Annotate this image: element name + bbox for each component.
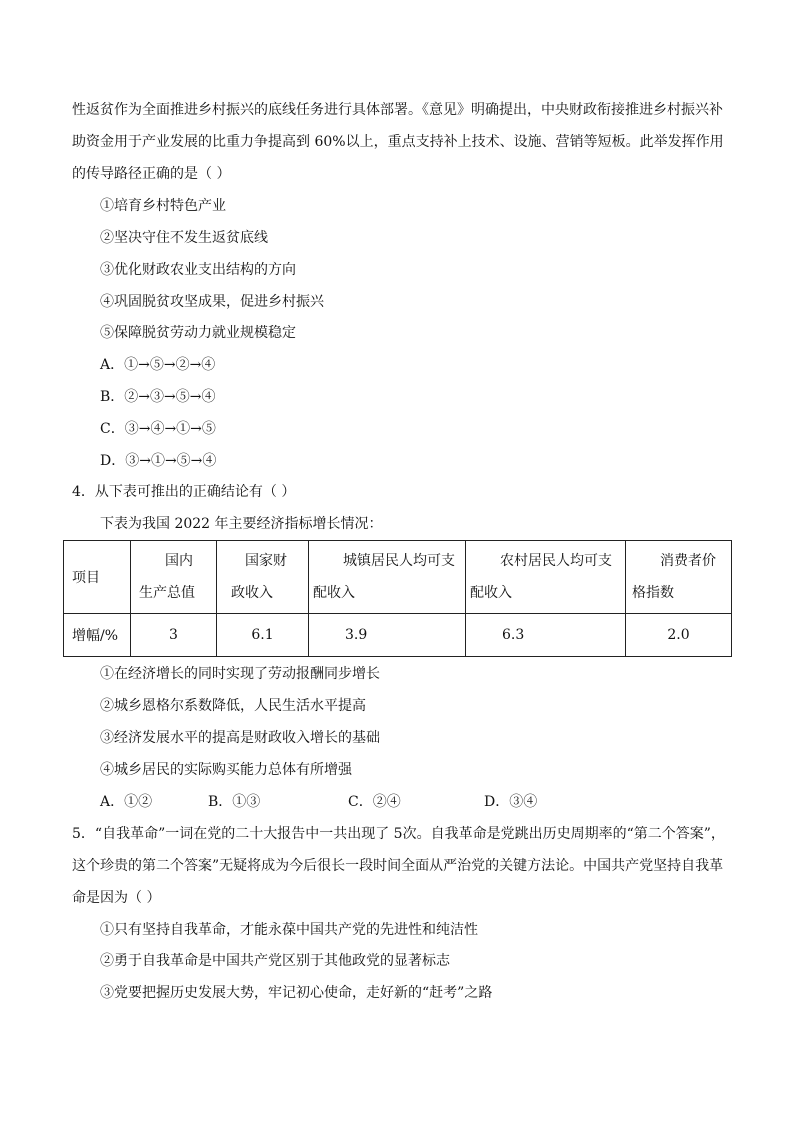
q5-stem-line-3: 命是因为（ ） (72, 890, 161, 906)
q4-option-b: B．①③ (208, 794, 261, 810)
q3-option-a: A．①→⑤→②→④ (100, 357, 216, 373)
value-rural-income: 6.3 (466, 614, 626, 657)
q4-item-2: ②城乡恩格尔系数降低，人民生活水平提高 (100, 698, 366, 714)
q3-option-d: D．③→①→⑤→④ (100, 453, 217, 469)
q3-stem-line-2: 助资金用于产业发展的比重力争提高到 60%以上，重点支持补上技术、设施、营销等短板。此举发挥作用 (72, 134, 724, 150)
q3-option-c: C．③→④→①→⑤ (100, 421, 216, 437)
value-urban-income: 3.9 (309, 614, 466, 657)
q3-item-3: ③优化财政农业支出结构的方向 (100, 262, 296, 278)
q4-options (100, 792, 700, 812)
q4-item-3: ③经济发展水平的提高是财政收入增长的基础 (100, 730, 380, 746)
q3-item-2: ②坚决守住不发生返贫底线 (100, 230, 268, 246)
row-label: 增幅/% (64, 614, 131, 657)
header-cell-rural-income: 农村居民人均可支 配收入 (466, 541, 626, 614)
q3-stem-line-3: 的传导路径正确的是（ ） (72, 166, 231, 182)
q4-table-intro: 下表为我国 2022 年主要经济指标增长情况： (100, 516, 383, 532)
q5-stem-line-1: 5．“自我革命”一词在党的二十大报告中一共出现了 5次。自我革命是党跳出历史周期率的“第二个答案”， (72, 826, 725, 842)
q5-item-1: ①只有坚持自我革命，才能永葆中国共产党的先进性和纯洁性 (100, 922, 478, 938)
value-gdp: 3 (131, 614, 217, 657)
header-cell-cpi: 消费者价 格指数 (626, 541, 732, 614)
value-fiscal-revenue: 6.1 (217, 614, 309, 657)
q5-item-2: ②勇于自我革命是中国共产党区别于其他政党的显著标志 (100, 953, 450, 969)
q4-item-1: ①在经济增长的同时实现了劳动报酬同步增长 (100, 666, 380, 682)
table-row (64, 614, 732, 657)
q4-option-a: A．①② (100, 794, 153, 810)
q3-item-1: ①培育乡村特色产业 (100, 198, 226, 214)
q4-option-d: D．③④ (484, 794, 538, 810)
q5-item-3: ③党要把握历史发展大势，牢记初心使命，走好新的“赶考”之路 (100, 985, 493, 1001)
economic-indicators-table (63, 540, 732, 657)
q3-stem-line-1: 性返贫作为全面推进乡村振兴的底线任务进行具体部署。《意见》明确提出，中央财政衔接推进乡村振兴补 (72, 102, 723, 118)
value-cpi: 2.0 (626, 614, 732, 657)
q3-item-5: ⑤保障脱贫劳动力就业规模稳定 (100, 325, 296, 341)
header-cell-item: 项目 (64, 541, 131, 614)
q3-option-b: B．②→③→⑤→④ (100, 389, 216, 405)
q5-stem-line-2: 这个珍贵的第二个答案”无疑将成为今后很长一段时间全面从严治党的关键方法论。中国共产党坚持自我革 (72, 858, 724, 874)
header-cell-fiscal-revenue: 国家财 政收入 (217, 541, 309, 614)
table-header-row (64, 541, 732, 614)
q4-item-4: ④城乡居民的实际购买能力总体有所增强 (100, 762, 352, 778)
q4-option-c: C．②④ (348, 794, 401, 810)
q3-item-4: ④巩固脱贫攻坚成果，促进乡村振兴 (100, 294, 324, 310)
header-cell-urban-income: 城镇居民人均可支 配收入 (309, 541, 466, 614)
header-cell-gdp: 国内 生产总值 (131, 541, 217, 614)
q4-stem: 4．从下表可推出的正确结论有（ ） (72, 484, 296, 500)
